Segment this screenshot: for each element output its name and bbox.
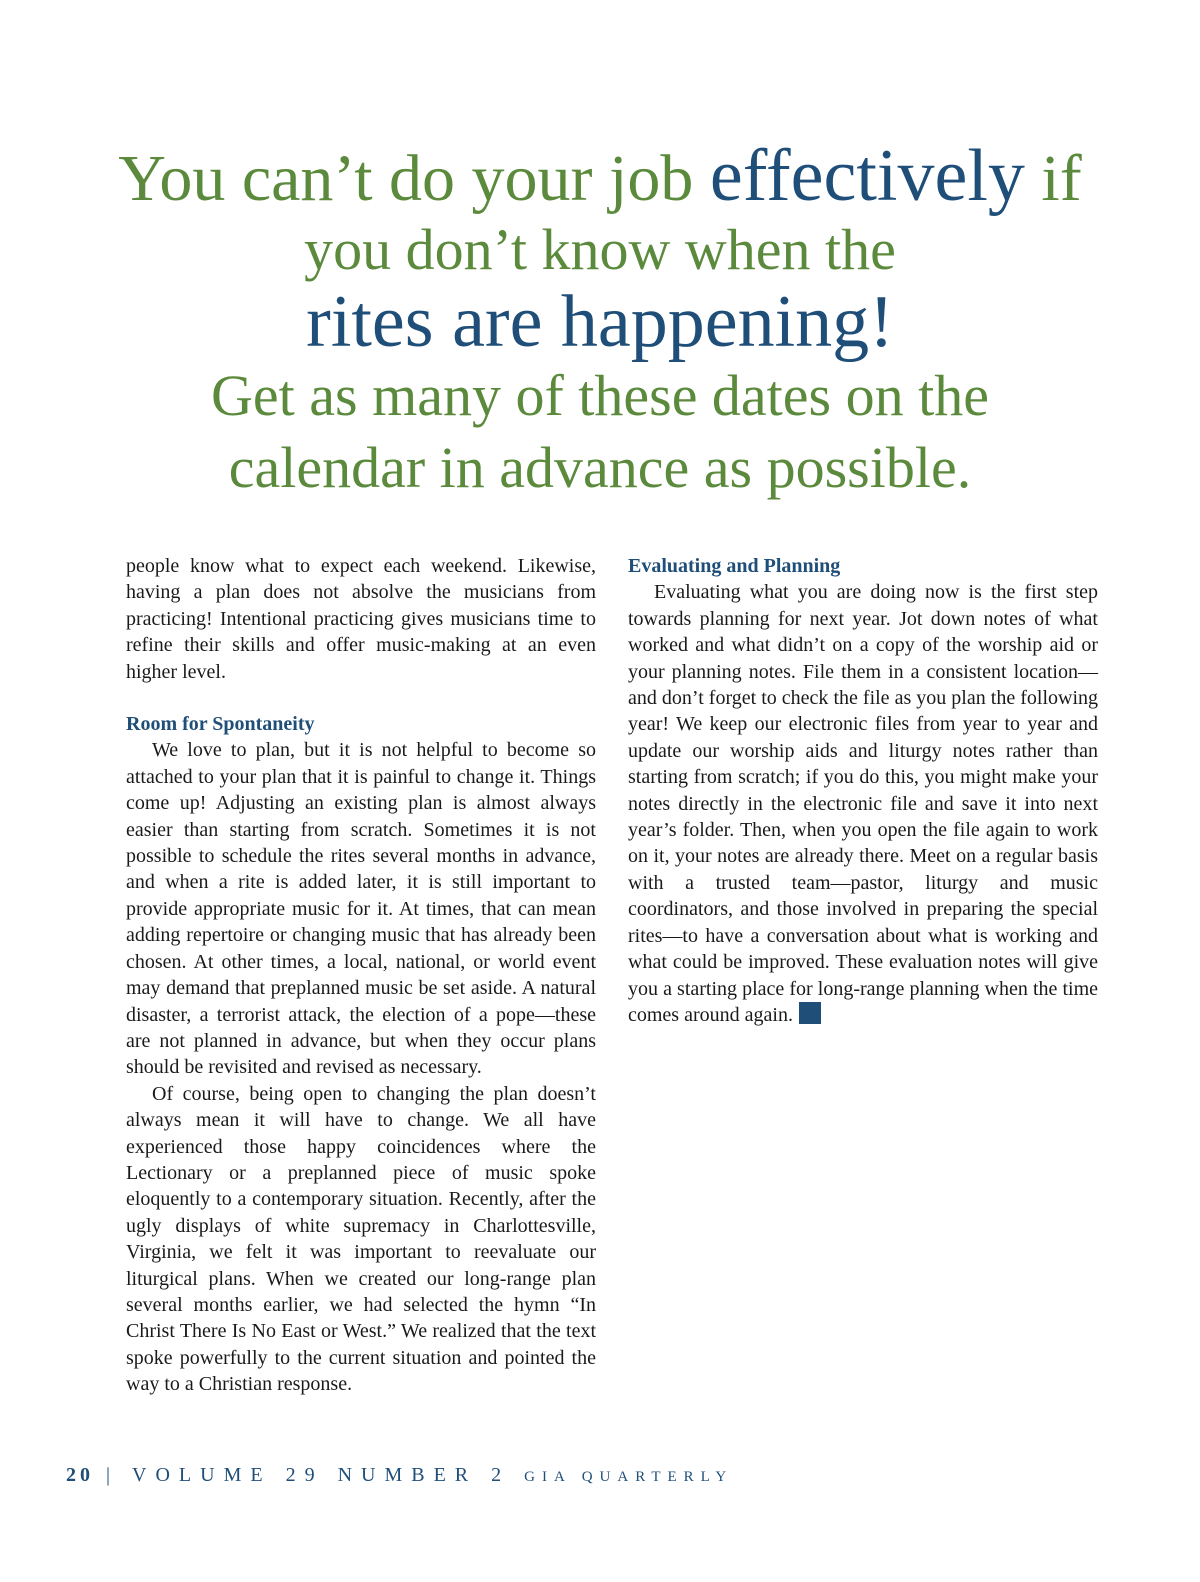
section-heading-evaluating: Evaluating and Planning — [628, 555, 841, 577]
pull-quote-line-4: Get as many of these dates on the — [211, 363, 989, 428]
page-footer — [66, 1464, 733, 1487]
spontaneity-paragraph-2: Of course, being open to changing the plan doesn’t always mean it will have to change. We all have experienced those happy coincidences where the Lectionary or a preplanned piece of music spoke eloquently to a contemporary situation. Recently, after the ugly displays of white supremacy in Charlottesville, Virginia, we felt it was important to reevaluate our liturgical plans. When we created our long-range plan several months earlier, we had selected the hymn “In Christ There Is No East or West.” We realized that the text spoke powerfully to the current situation and pointed the way to a Christian response. — [126, 1082, 596, 1396]
pull-quote-line-2: you don’t know when the — [304, 217, 896, 282]
pull-quote-line-3: rites are happening! — [306, 281, 894, 363]
section-heading-spontaneity: Room for Spontaneity — [126, 713, 315, 736]
right-column — [628, 553, 1098, 1028]
evaluating-paragraph — [628, 579, 1098, 1028]
volume-info: VOLUME 29 NUMBER 2 — [132, 1464, 511, 1486]
footer-separator: | — [106, 1464, 111, 1486]
publication-name: GIA QUARTERLY — [524, 1469, 734, 1485]
spontaneity-paragraph-1: We love to plan, but it is not helpful to become so attached to your plan that it is painful to change it. Things come up! Adjusting an existing plan is almost always easier than starting from scratch. Sometimes it is not possible to schedule the rites several months in advance, and when a rite is added later, it is still important to provide appropriate music for it. At times, that can mean adding repertoire or changing music that has already been chosen. At other times, a local, national, or world event may demand that preplanned music be set aside. A natural disaster, a terrorist attack, the election of a pope—these are not planned in advance, but when they occur plans should be revisited and revised as necessary. — [126, 739, 596, 1079]
pull-quote-line-5: calendar in advance as possible. — [228, 435, 972, 500]
paragraph-gap — [126, 685, 596, 711]
pull-quote — [90, 135, 1110, 505]
pull-quote-line-1-end: if — [1041, 142, 1082, 215]
pull-quote-emphasis: effectively — [709, 135, 1025, 217]
page-number: 20 — [66, 1464, 94, 1486]
pull-quote-line-1-start: You can’t do your job — [118, 142, 694, 215]
left-column — [126, 553, 596, 1398]
pull-quote-line-1 — [90, 135, 1110, 217]
evaluating-paragraph-text: Evaluating what you are doing now is the first step towards planning for next year. Jot down notes of what worked and what didn’t on a copy of the worship aid or your planning notes. File them in a consistent location—and don’t forget to check the file as you plan the following year! We keep our electronic files from year to year and update our worship aids and liturgy notes rather than starting from scratch; if you do this, you might make your notes directly in the electronic file and save it into next year’s folder. Then, when you open the file again to work on it, your notes are already there. Meet on a regular basis with a trusted team—pastor, liturgy and music coordinators, and those involved in preparing the special rites—to have a conversation about what is working and what could be improved. These evaluation notes will give you a starting place for long-range planning when the time comes around again. — [628, 581, 1098, 1026]
end-of-article-square-icon — [799, 1002, 821, 1024]
continued-paragraph: people know what to expect each weekend. Likewise, having a plan does not absolve the musicians from practicing! Intentional practicing gives musicians time to refine their skills and offer music-making at an even higher level. — [126, 555, 596, 683]
